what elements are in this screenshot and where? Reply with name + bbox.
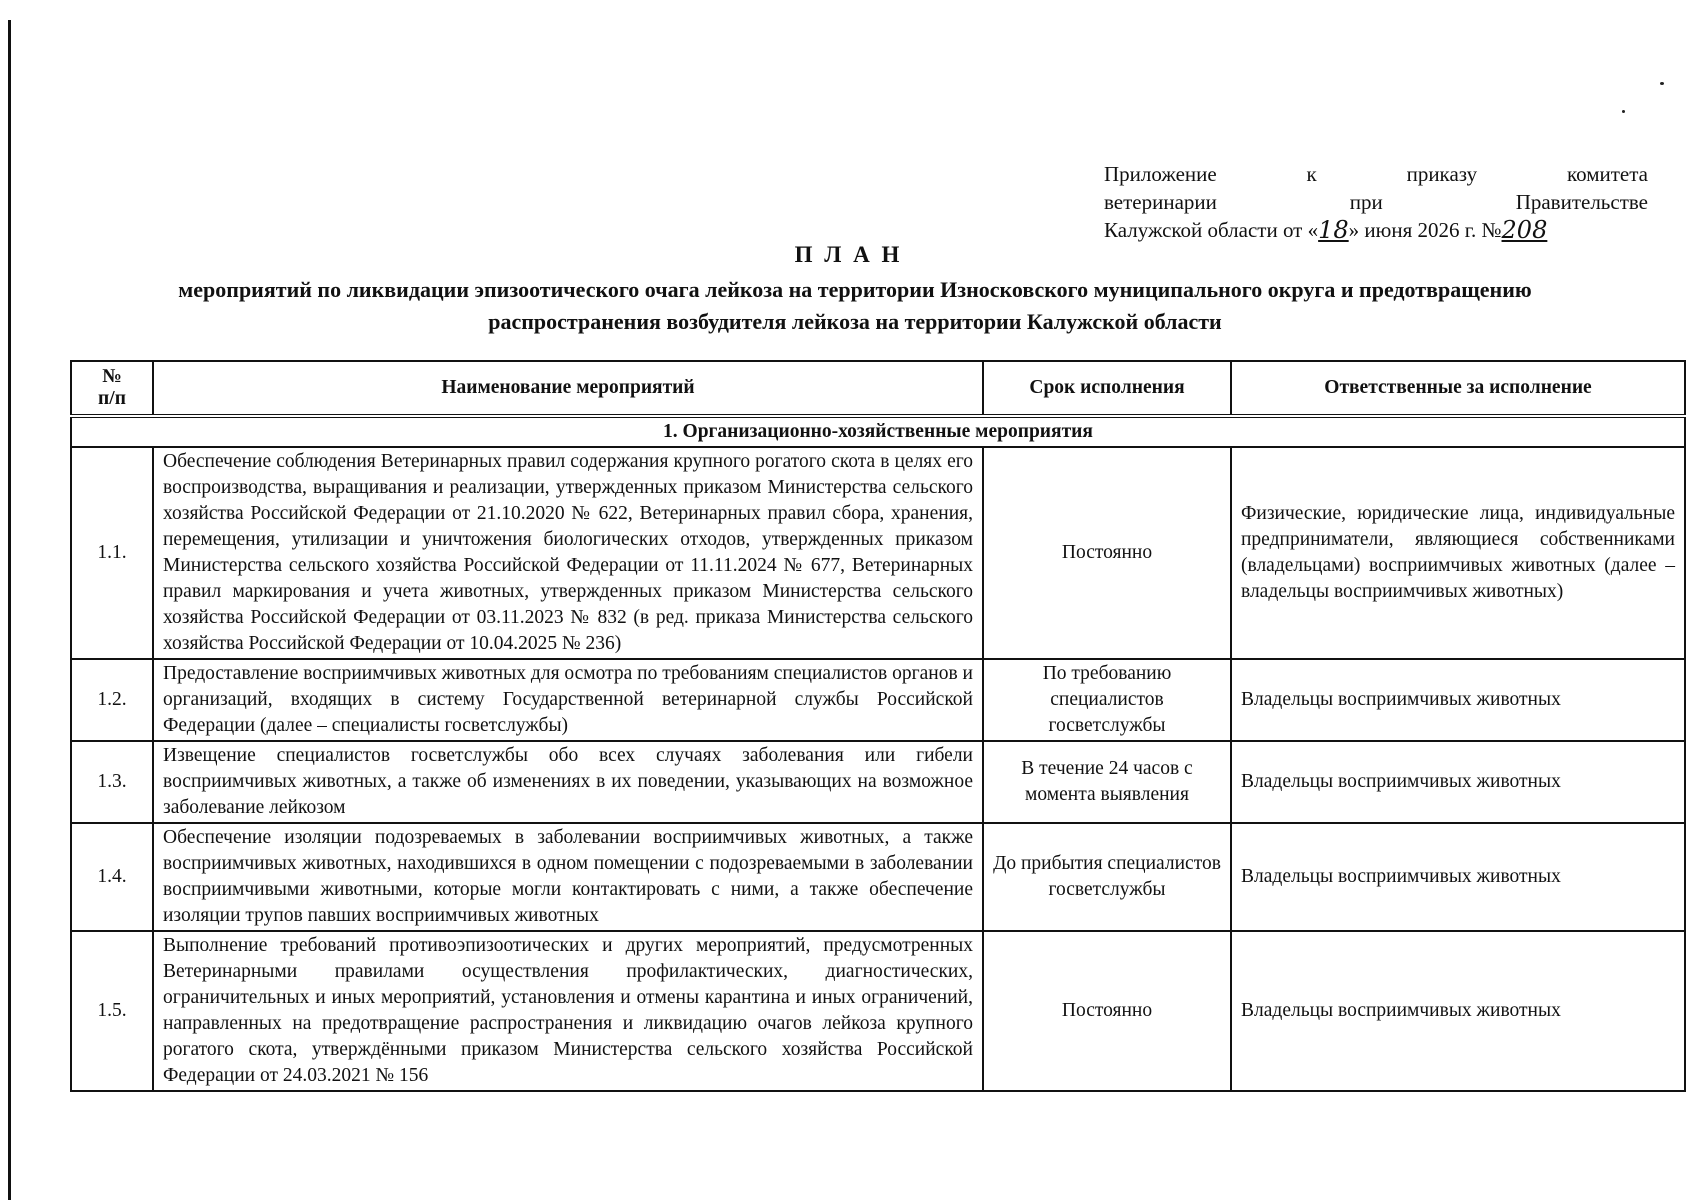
- scan-speck: [1660, 82, 1664, 85]
- row-term: Постоянно: [983, 447, 1231, 659]
- header-num: [71, 361, 153, 416]
- handwritten-order-number: 208: [1501, 216, 1548, 244]
- header-name: Наименование мероприятий: [153, 361, 983, 416]
- table-row: [71, 741, 1685, 823]
- appendix-word: комитета: [1566, 162, 1648, 186]
- appendix-date-prefix: Калужской области от «: [1104, 218, 1319, 242]
- plan-table: [70, 360, 1686, 1092]
- appendix-word: ветеринарии: [1104, 190, 1217, 214]
- header-num-line: п/п: [98, 388, 126, 409]
- row-measure: Извещение специалистов госветслужбы обо всех случаях заболевания или гибели восприимчивых животных, а также об изменениях в их поведении, указывающих на возможное заболевание лейкозом: [153, 741, 983, 823]
- appendix-line-3: [1104, 216, 1648, 244]
- row-responsible: Физические, юридические лица, индивидуальные предприниматели, являющиеся собственниками (владельцами) восприимчивых животных (далее – владельцы восприимчивых животных): [1231, 447, 1685, 659]
- scan-speck: [1622, 110, 1625, 113]
- appendix-word: приказу: [1406, 162, 1478, 186]
- appendix-word: Правительстве: [1515, 190, 1648, 214]
- table-row: [71, 659, 1685, 741]
- appendix-line-2: [1104, 188, 1648, 216]
- document-subtitle: мероприятий по ликвидации эпизоотического очага лейкоза на территории Износковского муниципального округа и предотвращению распространения возбудителя лейкоза на территории Калужской области: [178, 277, 1532, 334]
- row-term: До прибытия специалистов госветслужбы: [983, 823, 1231, 931]
- appendix-note: [1104, 160, 1648, 244]
- header-term: Срок исполнения: [983, 361, 1231, 416]
- row-term: Постоянно: [983, 931, 1231, 1091]
- row-number: 1.3.: [71, 741, 153, 823]
- row-number: 1.2.: [71, 659, 153, 741]
- row-number: 1.4.: [71, 823, 153, 931]
- row-number: 1.1.: [71, 447, 153, 659]
- row-measure: Обеспечение соблюдения Ветеринарных правил содержания крупного рогатого скота в целях его воспроизводства, выращивания и реализации, утвержденных приказом Министерства сельского хозяйства Российской Федерации от 21.10.2020 № 622, Ветеринарных правил сбора, хранения, перемещения, утилизации и уничтожения биологических отходов, утвержденных приказом Министерства сельского хозяйства Российской Федерации от 11.11.2024 № 677, Ветеринарных правил маркирования и учета животных, утвержденных приказом Министерства сельского хозяйства Российской Федерации от 03.11.2023 № 832 (в ред. приказа Министерства сельского хозяйства Российской Федерации от 10.04.2025 № 236): [153, 447, 983, 659]
- row-responsible: Владельцы восприимчивых животных: [1231, 823, 1685, 931]
- appendix-word: при: [1349, 190, 1383, 214]
- scan-edge-line: [8, 20, 11, 1200]
- header-responsible: Ответственные за исполнение: [1231, 361, 1685, 416]
- appendix-word: к: [1306, 162, 1317, 186]
- table-row: [71, 823, 1685, 931]
- row-responsible: Владельцы восприимчивых животных: [1231, 741, 1685, 823]
- row-measure: Предоставление восприимчивых животных для осмотра по требованиям специалистов органов и организаций, входящих в систему Государственной ветеринарной службы Российской Федерации (далее – специалисты госветслужбы): [153, 659, 983, 741]
- row-measure: Выполнение требований противоэпизоотических и других мероприятий, предусмотренных Ветеринарными правилами осуществления профилактических, диагностических, ограничительных и иных мероприятий, установления и отмены карантина и иных ограничений, направленных на предотвращение распространения и ликвидацию очагов лейкоза крупного рогатого скота, утверждёнными приказом Министерства сельского хозяйства Российской Федерации от 24.03.2021 № 156: [153, 931, 983, 1091]
- row-responsible: Владельцы восприимчивых животных: [1231, 659, 1685, 741]
- appendix-word: Приложение: [1104, 162, 1217, 186]
- header-num-line: №: [102, 366, 122, 387]
- table-row: [71, 931, 1685, 1091]
- row-responsible: Владельцы восприимчивых животных: [1231, 931, 1685, 1091]
- handwritten-day: 18: [1318, 216, 1349, 244]
- appendix-date-middle: » июня 2026 г. №: [1348, 218, 1502, 242]
- row-term: В течение 24 часов с момента выявления: [983, 741, 1231, 823]
- row-number: 1.5.: [71, 931, 153, 1091]
- appendix-line-1: [1104, 160, 1648, 188]
- section-title: 1. Организационно-хозяйственные мероприятия: [71, 416, 1685, 447]
- section-row: [71, 416, 1685, 447]
- document-title: П Л А Н: [794, 242, 903, 267]
- row-measure: Обеспечение изоляции подозреваемых в заболевании восприимчивых животных, а также восприимчивых животных, находившихся в одном помещении с подозреваемыми в заболевании восприимчивыми животными, которые могли контактировать с ними, а также обеспечение изоляции трупов павших восприимчивых животных: [153, 823, 983, 931]
- row-term: По требованию специалистов госветслужбы: [983, 659, 1231, 741]
- table-header-row: [71, 361, 1685, 416]
- table-row: [71, 447, 1685, 659]
